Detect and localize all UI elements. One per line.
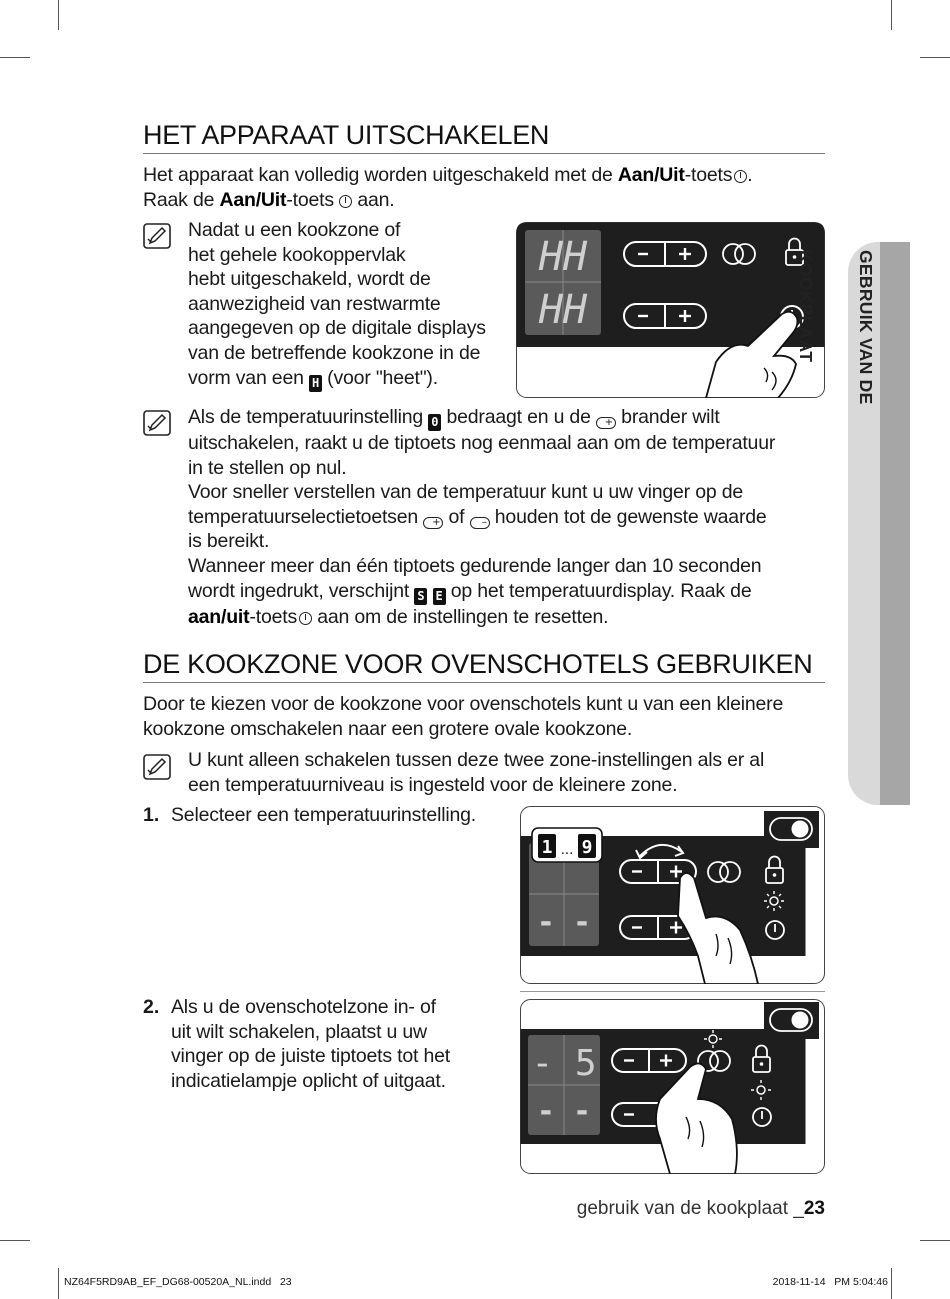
step-line: vinger op de juiste tiptoets tot het xyxy=(171,1045,450,1068)
display-top: - 5 xyxy=(531,1043,597,1084)
plus-key-icon: + xyxy=(423,517,443,529)
note-zone-switch xyxy=(188,748,828,797)
power-icon xyxy=(339,195,352,208)
display-bottom: HH xyxy=(538,287,588,333)
section-heading-switch-off: HET APPARAAT UITSCHAKELEN xyxy=(143,120,825,154)
crop-mark xyxy=(891,0,892,30)
note-line: temperatuurselectietoetsen + of – houden tot de gewenste waarde xyxy=(188,505,767,528)
crop-mark xyxy=(0,57,30,58)
note-line: Als de temperatuurinstelling 0 bedraagt en u de + brander wilt xyxy=(188,406,720,429)
imprint-file: NZ64F5RD9AB_EF_DG68-00520A_NL.indd 23 xyxy=(64,1276,292,1288)
intro-line-1: Het apparaat kan volledig worden uitgeschakeld met de Aan/Uit-toets . xyxy=(143,164,753,186)
e-symbol: E xyxy=(433,588,446,605)
step-text xyxy=(171,995,501,1093)
step-number: 2. xyxy=(143,996,160,1018)
note-line: het gehele kookoppervlak xyxy=(188,243,406,266)
step-line: uit wilt schakelen, plaatst u uw xyxy=(171,1020,427,1043)
power-icon xyxy=(299,612,312,625)
display-top: HH xyxy=(538,234,588,280)
note-line: hebt uitgeschakeld, wordt de xyxy=(188,268,431,291)
step-line: Als u de ovenschotelzone in- of xyxy=(171,996,436,1018)
control-panel-figure-2 xyxy=(520,806,825,984)
crop-mark xyxy=(58,1268,59,1299)
divider xyxy=(520,991,825,992)
note-line: Voor sneller verstellen van de temperatuur kunt u uw vinger op de xyxy=(188,481,743,504)
range-separator: ... xyxy=(560,841,574,858)
step-line: Selecteer een temperatuurinstelling. xyxy=(171,804,476,826)
crop-mark xyxy=(58,0,59,30)
note-pencil-icon xyxy=(143,223,171,249)
zero-symbol: 0 xyxy=(428,414,441,431)
note-temperature xyxy=(188,405,828,629)
crop-mark xyxy=(891,1268,892,1299)
note-line: wordt ingedrukt, verschijnt S E op het temperatuurdisplay. Raak de xyxy=(188,579,752,603)
plus-key-icon: + xyxy=(596,417,616,429)
note-line: Nadat u een kookzone of xyxy=(188,219,401,241)
note-line: aangegeven op de digitale displays xyxy=(188,317,486,340)
note-line: Wanneer meer dan één tiptoets gedurende langer dan 10 seconden xyxy=(188,554,762,577)
control-panel-figure-3 xyxy=(520,999,825,1174)
note-line: aan/uit-toets aan om de instellingen te resetten. xyxy=(188,605,609,628)
step-line: indicatielampje oplicht of uitgaat. xyxy=(171,1069,446,1092)
note-pencil-icon xyxy=(143,410,171,436)
toggle-knob[interactable] xyxy=(791,1011,809,1029)
imprint-timestamp: 2018-11-14 PM 5:04:46 xyxy=(772,1276,888,1288)
crop-mark xyxy=(920,1240,950,1241)
note-line: is bereikt. xyxy=(188,530,270,553)
power-icon xyxy=(734,170,747,183)
range-end: 9 xyxy=(581,837,593,858)
page-footer: gebruik van de kookplaat _23 xyxy=(576,1198,825,1219)
note-line: U kunt alleen schakelen tussen deze twee zone-instellingen als er al xyxy=(188,749,765,771)
intro-line: Door te kiezen voor de kookzone voor ovenschotels kunt u van een kleinere xyxy=(143,693,784,715)
step-number: 1. xyxy=(143,804,160,826)
note-residual-heat xyxy=(188,218,518,392)
toggle-knob[interactable] xyxy=(791,820,809,838)
step-text xyxy=(171,803,501,828)
chapter-tab-label: GEBRUIK VAN DE KOOKPLAAT xyxy=(796,250,876,405)
section-2-intro xyxy=(143,692,833,741)
note-line: aanwezigheid van restwarmte xyxy=(188,292,441,315)
note-line: vorm van een H (voor "heet"). xyxy=(188,366,438,390)
crop-mark xyxy=(920,57,950,58)
page-number: 23 xyxy=(803,1198,825,1219)
note-line: een temperatuurniveau is ingesteld voor de kleinere zone. xyxy=(188,773,678,796)
s-symbol: S xyxy=(414,588,427,605)
note-line: in te stellen op nul. xyxy=(188,456,347,479)
note-line: van de betreffende kookzone in de xyxy=(188,341,481,364)
hot-symbol: H xyxy=(309,375,322,392)
display-bottom: - - xyxy=(536,905,592,940)
crop-mark xyxy=(0,1240,30,1241)
minus-key-icon: – xyxy=(470,517,490,529)
section-heading-oval-zone: DE KOOKZONE VOOR OVENSCHOTELS GEBRUIKEN xyxy=(143,649,825,683)
note-line: uitschakelen, raakt u de tiptoets nog eenmaal aan om de temperatuur xyxy=(188,432,776,454)
note-pencil-icon xyxy=(143,754,171,780)
intro-line-2: Raak de Aan/Uit-toets aan. xyxy=(143,189,395,211)
range-start: 1 xyxy=(541,837,553,858)
display-bottom: - - xyxy=(536,1094,592,1129)
intro-line: kookzone omschakelen naar een grotere ovale kookzone. xyxy=(143,717,633,740)
